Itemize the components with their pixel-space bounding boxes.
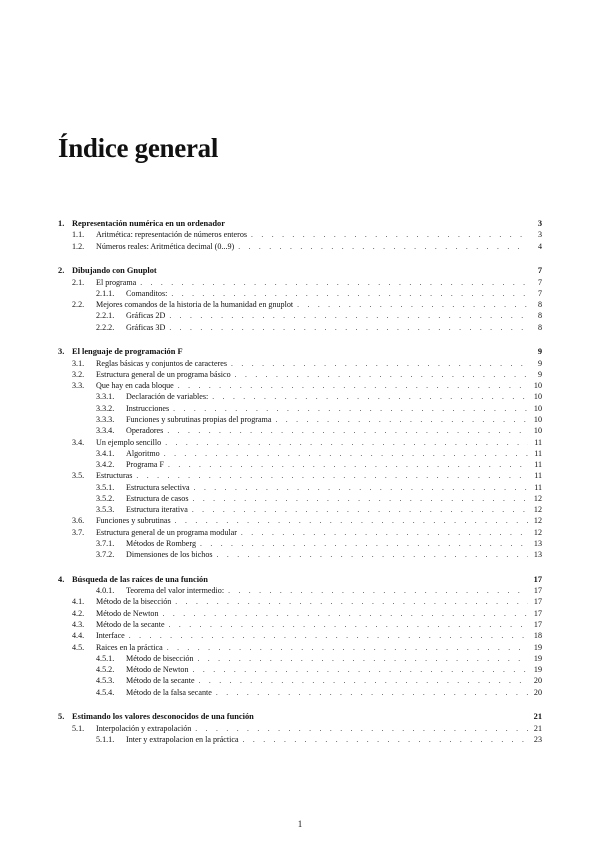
toc-entry-number: 1.2.: [72, 241, 85, 251]
toc-entry-number: 3.3.: [72, 381, 85, 391]
toc-dot-leader: [194, 482, 528, 493]
toc-entry-number: 3.7.1.: [96, 538, 115, 548]
toc-entry-section[interactable]: [58, 608, 542, 619]
toc-entry-page-number: 10: [533, 403, 542, 413]
toc-entry-page-number: 19: [533, 665, 542, 675]
toc-entry-page-number: 4: [537, 241, 542, 251]
toc-entry-title: El lenguaje de programación F: [72, 347, 183, 357]
toc-dot-leader: [195, 723, 528, 734]
toc-entry-title: Funciones y subrutinas: [96, 516, 171, 526]
toc-entry-title: Algoritmo: [126, 448, 160, 458]
toc-dot-leader: [169, 619, 528, 630]
toc-entry-page-number: 9: [537, 358, 542, 368]
toc-entry-page-number: 21: [533, 712, 542, 722]
toc-entry-subsection[interactable]: [58, 504, 542, 515]
toc-entry-title: Método de Newton: [96, 608, 159, 618]
toc-entry-number: 3.1.: [72, 358, 85, 368]
toc-entry-number: 3.4.: [72, 437, 85, 447]
chapter-gap: [58, 698, 542, 712]
toc-entry-section[interactable]: [58, 437, 542, 448]
toc-entry-number: 5.1.1.: [96, 734, 115, 744]
toc-entry-title: Estructura general de un programa básico: [96, 369, 231, 379]
toc-entry-section[interactable]: [58, 527, 542, 538]
toc-entry-number: 5.: [58, 712, 65, 722]
toc-dot-leader: [192, 493, 528, 504]
toc-entry-page-number: 8: [537, 311, 542, 321]
toc-entry-title: Estimando los valores desconocidos de una función: [72, 712, 254, 722]
toc-dot-leader: [241, 527, 528, 538]
toc-entry-page-number: 11: [534, 437, 542, 447]
toc-entry-subsection[interactable]: [58, 549, 542, 560]
toc-entry-page-number: 10: [533, 414, 542, 424]
toc-entry-subsection[interactable]: [58, 675, 542, 686]
toc-entry-title: Estructuras: [96, 471, 133, 481]
toc-entry-page-number: 20: [533, 687, 542, 697]
toc-entry-number: 3.6.: [72, 516, 85, 526]
toc-entry-page-number: 10: [533, 426, 542, 436]
toc-entry-subsection[interactable]: [58, 310, 542, 321]
toc-entry-number: 3.4.2.: [96, 460, 115, 470]
toc-entry-title: Método de la secante: [96, 620, 165, 629]
toc-dot-leader: [167, 425, 528, 436]
toc-entry-number: 2.1.1.: [96, 288, 115, 298]
page-title: Índice general: [58, 133, 219, 163]
toc-entry-section[interactable]: [58, 229, 542, 240]
toc-dot-leader: [164, 448, 528, 459]
toc-dot-leader: [243, 734, 528, 745]
toc-entry-number: 2.: [58, 266, 65, 276]
chapter-gap: [58, 560, 542, 574]
toc-entry-subsection[interactable]: [58, 653, 542, 664]
toc-entry-title: El programa: [96, 277, 137, 287]
toc-entry-section[interactable]: [58, 299, 542, 310]
toc-entry-page-number: 3: [537, 230, 542, 240]
table-of-contents: [58, 218, 542, 745]
toc-entry-subsection[interactable]: [58, 664, 542, 675]
toc-dot-leader: [140, 277, 528, 288]
toc-entry-number: 4.3.: [72, 620, 85, 629]
toc-entry-subsection[interactable]: [58, 414, 542, 425]
toc-dot-leader: [169, 310, 528, 321]
toc-entry-number: 3.7.2.: [96, 550, 115, 560]
toc-dot-leader: [197, 653, 528, 664]
toc-entry-subsection[interactable]: [58, 734, 542, 745]
toc-entry-subsection[interactable]: [58, 459, 542, 470]
toc-entry-subsection[interactable]: [58, 425, 542, 436]
toc-entry-page-number: 19: [533, 642, 542, 652]
toc-entry-page-number: 10: [533, 392, 542, 402]
toc-entry-subsection[interactable]: [58, 585, 542, 596]
toc-entry-number: 3.: [58, 347, 65, 357]
toc-dot-leader: [200, 538, 528, 549]
toc-entry-page-number: 9: [537, 369, 542, 379]
toc-entry-page-number: 7: [537, 277, 542, 287]
toc-entry-number: 1.1.: [72, 230, 85, 240]
toc-dot-leader: [212, 391, 528, 402]
page-number: 1: [297, 819, 303, 829]
toc-entry-number: 3.5.: [72, 471, 85, 481]
toc-entry-page-number: 11: [534, 471, 542, 481]
toc-entry-title: Aritmética: representación de números enteros: [96, 230, 248, 240]
toc-entry-number: 4.: [58, 574, 65, 584]
toc-entry-number: 3.3.4.: [96, 426, 115, 436]
toc-entry-section[interactable]: [58, 630, 542, 641]
toc-entry-number: 4.5.3.: [96, 676, 115, 686]
toc-entry-number: 3.5.1.: [96, 482, 115, 492]
toc-entry-title: Estructura iterativa: [126, 505, 188, 515]
toc-entry-page-number: 17: [533, 586, 542, 596]
toc-entry-title: Interpolación y extrapolación: [96, 723, 192, 733]
toc-entry-title: Representación numérica en un ordenador: [72, 219, 225, 228]
toc-entry-section[interactable]: [58, 369, 542, 380]
toc-entry-page-number: 17: [533, 597, 542, 607]
toc-entry-chapter[interactable]: [58, 218, 542, 229]
toc-dot-leader: [169, 322, 528, 333]
toc-entry-number: 2.2.: [72, 300, 85, 310]
toc-dot-leader: [231, 358, 528, 369]
toc-entry-section[interactable]: [58, 723, 542, 734]
toc-entry-title: Reglas básicas y conjuntos de caracteres: [96, 358, 228, 368]
toc-entry-number: 2.2.1.: [96, 311, 115, 321]
toc-entry-number: 4.5.1.: [96, 653, 115, 663]
toc-entry-number: 4.5.4.: [96, 687, 115, 697]
toc-entry-title: Instrucciones: [126, 403, 170, 413]
toc-entry-number: 3.5.3.: [96, 505, 115, 515]
toc-entry-title: Estructura general de un programa modular: [96, 527, 237, 537]
toc-entry-chapter[interactable]: [58, 711, 542, 722]
toc-entry-title: Métodos de Romberg: [126, 538, 196, 548]
toc-dot-leader: [165, 437, 528, 448]
toc-dot-leader: [216, 687, 528, 698]
toc-entry-number: 4.1.: [72, 597, 85, 607]
toc-entry-page-number: 13: [533, 538, 542, 548]
toc-dot-leader: [217, 549, 528, 560]
toc-entry-section[interactable]: [58, 358, 542, 369]
toc-entry-title: Gráficas 2D: [126, 311, 166, 321]
toc-entry-subsection[interactable]: [58, 391, 542, 402]
toc-entry-title: Programa F: [126, 460, 164, 470]
toc-entry-page-number: 19: [533, 653, 542, 663]
toc-entry-number: 3.7.: [72, 527, 85, 537]
toc-dot-leader: [175, 515, 528, 526]
toc-dot-leader: [175, 596, 528, 607]
toc-entry-section[interactable]: [58, 380, 542, 391]
toc-entry-number: 3.2.: [72, 369, 85, 379]
toc-entry-title: Declaración de variables:: [126, 392, 209, 402]
toc-dot-leader: [136, 470, 528, 481]
toc-entry-chapter[interactable]: [58, 265, 542, 276]
toc-entry-page-number: 10: [533, 381, 542, 391]
toc-entry-title: Funciones y subrutinas propias del programa: [126, 414, 272, 424]
toc-entry-chapter[interactable]: [58, 574, 542, 585]
toc-entry-page-number: 7: [537, 288, 542, 298]
toc-entry-number: 4.4.: [72, 631, 85, 641]
toc-entry-page-number: 21: [533, 723, 542, 733]
toc-entry-page-number: 17: [533, 574, 542, 584]
toc-entry-subsection[interactable]: [58, 288, 542, 299]
toc-entry-subsection[interactable]: [58, 687, 542, 698]
toc-dot-leader: [238, 241, 528, 252]
toc-entry-title: Estructura selectiva: [126, 482, 190, 492]
toc-entry-title: Método de Newton: [126, 665, 189, 675]
toc-dot-leader: [171, 288, 528, 299]
toc-entry-title: Gráficas 3D: [126, 322, 166, 332]
toc-entry-section[interactable]: [58, 515, 542, 526]
toc-entry-page-number: 11: [534, 460, 542, 470]
toc-dot-leader: [235, 369, 528, 380]
toc-entry-title: Operadores: [126, 426, 164, 436]
toc-entry-number: 2.1.: [72, 277, 85, 287]
toc-entry-section[interactable]: [58, 277, 542, 288]
toc-entry-page-number: 7: [537, 266, 542, 276]
toc-entry-title: Método de la bisección: [96, 597, 172, 607]
toc-entry-title: Dimensiones de los bichos: [126, 550, 213, 560]
toc-entry-section[interactable]: [58, 596, 542, 607]
chapter-gap: [58, 333, 542, 347]
toc-entry-page-number: 12: [533, 527, 542, 537]
toc-entry-title: Comanditos:: [126, 288, 168, 298]
toc-entry-number: 3.3.1.: [96, 392, 115, 402]
toc-entry-page-number: 20: [533, 676, 542, 686]
toc-entry-section[interactable]: [58, 642, 542, 653]
toc-dot-leader: [167, 642, 528, 653]
toc-entry-title: Raices en la práctica: [96, 642, 163, 652]
toc-entry-page-number: 8: [537, 322, 542, 332]
toc-entry-number: 4.5.: [72, 642, 85, 652]
toc-entry-page-number: 11: [534, 448, 542, 458]
toc-entry-title: Método de la falsa secante: [126, 687, 212, 697]
toc-entry-subsection[interactable]: [58, 482, 542, 493]
toc-entry-page-number: 17: [533, 620, 542, 629]
toc-entry-subsection[interactable]: [58, 538, 542, 549]
toc-entry-title: Búsqueda de las raíces de una función: [72, 574, 208, 584]
toc-dot-leader: [228, 585, 528, 596]
toc-entry-page-number: 8: [537, 300, 542, 310]
toc-entry-number: 3.3.2.: [96, 403, 115, 413]
toc-entry-section[interactable]: [58, 470, 542, 481]
toc-entry-title: Números reales: Aritmética decimal (0...9): [96, 241, 235, 251]
toc-dot-leader: [193, 664, 529, 675]
toc-entry-section[interactable]: [58, 241, 542, 252]
toc-entry-title: Inter y extrapolacion en la práctica: [126, 734, 239, 744]
toc-entry-title: Teorema del valor intermedio:: [126, 586, 225, 596]
toc-entry-subsection[interactable]: [58, 322, 542, 333]
toc-dot-leader: [275, 414, 528, 425]
toc-entry-number: 3.5.2.: [96, 493, 115, 503]
toc-entry-number: 2.2.2.: [96, 322, 115, 332]
toc-entry-number: 4.5.2.: [96, 665, 115, 675]
toc-dot-leader: [199, 675, 528, 686]
toc-entry-title: Método de la secante: [126, 676, 195, 686]
toc-entry-title: Método de bisección: [126, 653, 194, 663]
toc-entry-number: 1.: [58, 219, 65, 228]
toc-entry-page-number: 18: [533, 631, 542, 641]
toc-dot-leader: [163, 608, 529, 619]
toc-entry-page-number: 9: [537, 347, 542, 357]
toc-entry-page-number: 12: [533, 516, 542, 526]
toc-entry-number: 4.2.: [72, 608, 85, 618]
toc-entry-page-number: 17: [533, 608, 542, 618]
toc-entry-number: 5.1.: [72, 723, 85, 733]
toc-dot-leader: [173, 403, 528, 414]
toc-entry-number: 3.4.1.: [96, 448, 115, 458]
toc-dot-leader: [297, 299, 528, 310]
toc-entry-page-number: 12: [533, 505, 542, 515]
toc-entry-subsection[interactable]: [58, 493, 542, 504]
chapter-gap: [58, 252, 542, 266]
toc-entry-number: 4.0.1.: [96, 586, 115, 596]
toc-entry-title: Interface: [96, 631, 125, 641]
toc-entry-page-number: 3: [537, 219, 542, 228]
toc-entry-chapter[interactable]: [58, 346, 542, 357]
toc-entry-number: 3.3.3.: [96, 414, 115, 424]
toc-entry-subsection[interactable]: [58, 448, 542, 459]
toc-entry-page-number: 12: [533, 493, 542, 503]
toc-dot-leader: [168, 459, 528, 470]
toc-dot-leader: [251, 229, 528, 240]
toc-dot-leader: [178, 380, 528, 391]
toc-entry-title: Dibujando con Gnuplot: [72, 266, 157, 276]
toc-entry-title: Un ejemplo sencillo: [96, 437, 162, 447]
toc-entry-title: Que hay en cada bloque: [96, 381, 174, 391]
toc-entry-page-number: 13: [533, 550, 542, 560]
toc-entry-title: Estructura de casos: [126, 493, 189, 503]
toc-dot-leader: [129, 630, 528, 641]
toc-entry-subsection[interactable]: [58, 403, 542, 414]
toc-entry-title: Mejores comandos de la historia de la humanidad en gnuplot: [96, 300, 294, 310]
toc-entry-section[interactable]: [58, 619, 542, 630]
toc-entry-page-number: 23: [533, 734, 542, 744]
toc-dot-leader: [192, 504, 528, 515]
toc-entry-page-number: 11: [534, 482, 542, 492]
